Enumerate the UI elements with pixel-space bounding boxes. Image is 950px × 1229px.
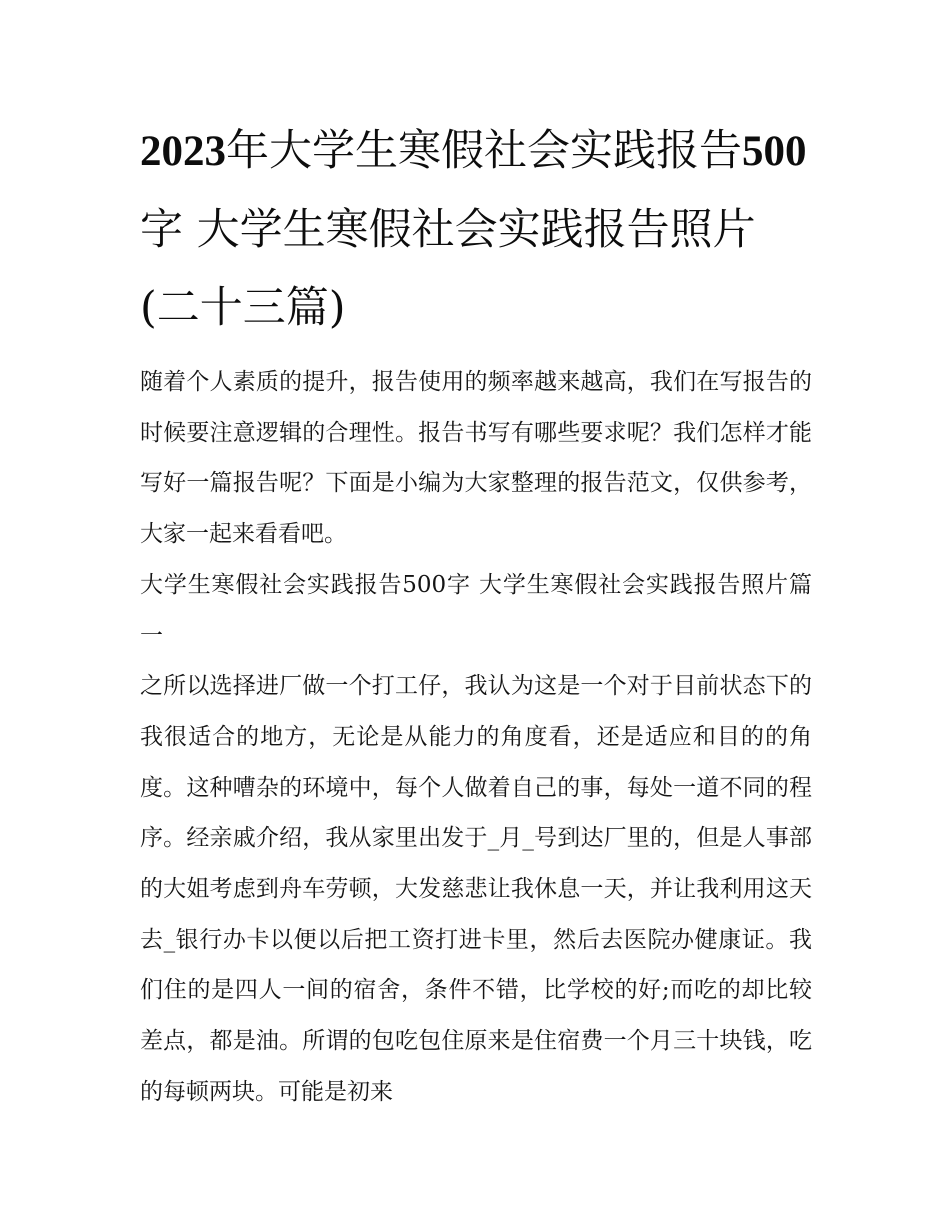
- title-text-a: 年大学生寒假社会实践报告: [226, 126, 742, 176]
- body-paragraph: 之所以选择进厂做一个打工仔，我认为这是一个对于目前状态下的我很适合的地方，无论是从能力的角度看，还是适应和目的的角度。这种嘈杂的环境中，每个人做着自己的事，每处一道不同的程序。经亲戚介绍，我从家里出发于_月_号到达厂里的，但是人事部的大姐考虑到舟车劳顿，大发慈悲让我休息一天，并让我利用这天去_银行办卡以便以后把工资打进卡里，然后去医院办健康证。我们住的是四人一间的宿舍，条件不错，比学校的好;而吃的却比较差点，都是油。所谓的包吃包住原来是住宿费一个月三十块钱，吃的每顿两块。可能是初来: [140, 673, 812, 1105]
- section-heading: 大学生寒假社会实践报告500字 大学生寒假社会实践报告照片篇一: [140, 571, 812, 649]
- title-year: 2023: [140, 128, 226, 175]
- document-body: [140, 112, 812, 1118]
- document-title: [140, 112, 812, 347]
- title-text-b: 字 大学生寒假社会实践报告照片(二十三篇): [140, 205, 756, 333]
- title-word-count: 500: [742, 128, 807, 175]
- intro-paragraph: 随着个人素质的提升，报告使用的频率越来越高，我们在写报告的时候要注意逻辑的合理性。报告书写有哪些要求呢？我们怎样才能写好一篇报告呢？下面是小编为大家整理的报告范文，仅供参考，大家一起来看看吧。: [140, 369, 812, 548]
